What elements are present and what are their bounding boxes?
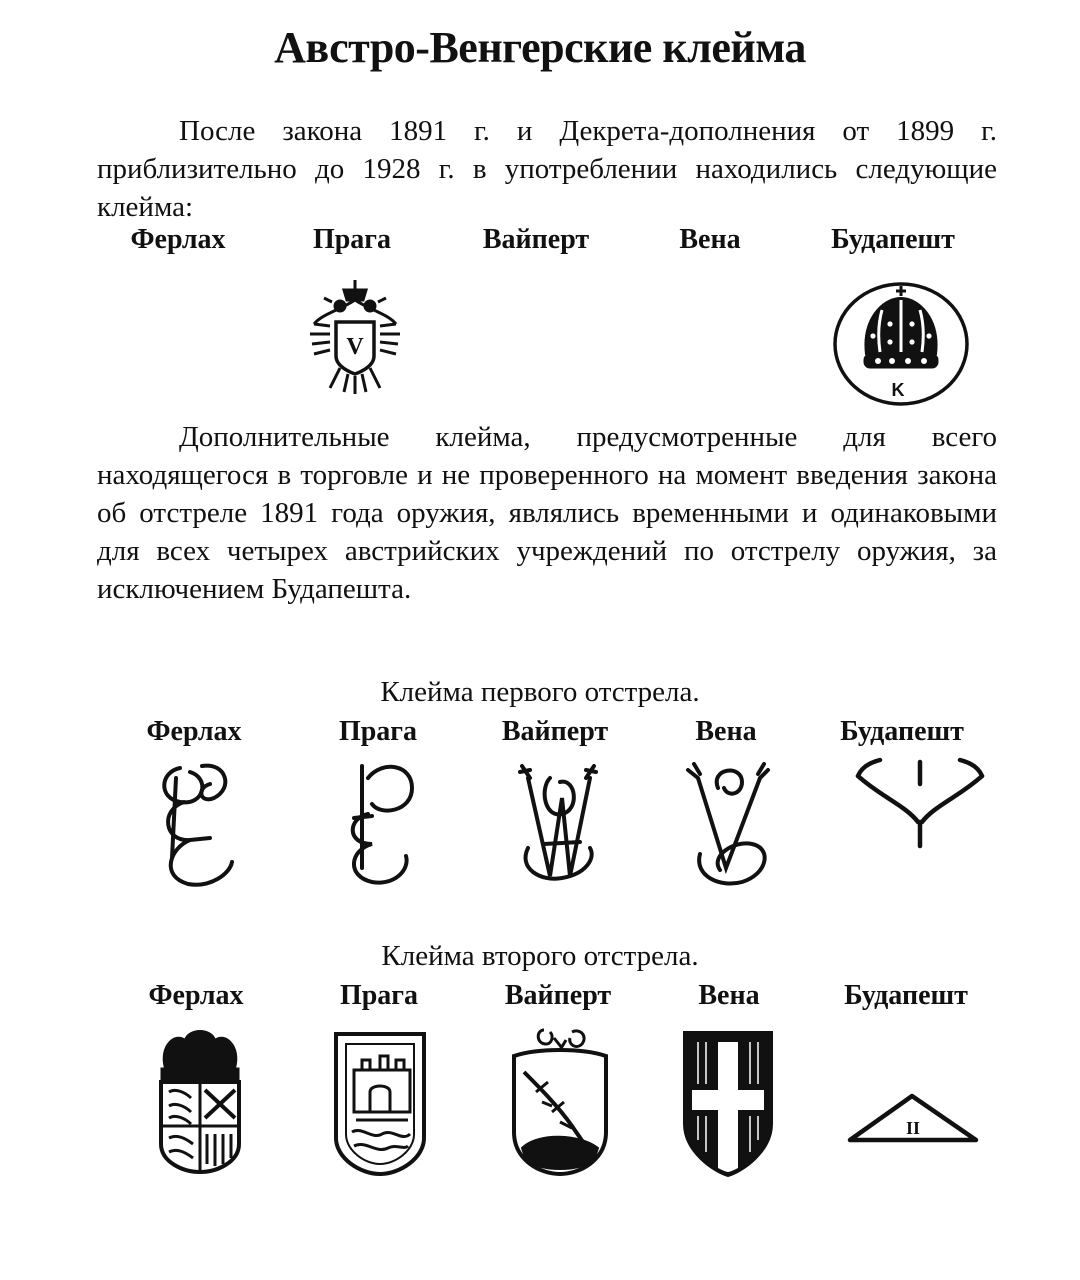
- second-proof-budapest-triangle: [846, 1090, 980, 1146]
- second-proof-weipert-shield: [508, 1022, 612, 1178]
- second-proof-ferlach-crowned-shield: [155, 1026, 245, 1176]
- first-label-vienna: Вена: [695, 716, 757, 747]
- intro-first-line: После закона 1891 г. и Декрета-дополнения от 1899 г.: [179, 115, 997, 147]
- first-proof-budapest-antler: [850, 756, 990, 852]
- first-proof-prague-monogram: [332, 758, 432, 894]
- second-label-budapest: Будапешт: [844, 980, 968, 1011]
- crown-circle-mark: [832, 280, 970, 408]
- prague-eagle-letter: V: [346, 334, 364, 360]
- intro-rest: приблизительно до 1928 г. в употреблении находились следующие клейма:: [97, 153, 997, 223]
- second-proof-caption: Клейма второго отстрела.: [381, 940, 699, 972]
- second-label-prague: Прага: [339, 980, 419, 1011]
- city-label-vienna: Вена: [679, 224, 741, 255]
- city-label-ferlach: Ферлах: [130, 224, 226, 255]
- second-label-weipert: Вайперт: [504, 980, 612, 1011]
- city-label-prague: Прага: [312, 224, 392, 255]
- second-label-vienna: Вена: [698, 980, 760, 1011]
- second-proof-prague-castle-shield: [332, 1030, 428, 1178]
- second-proof-vienna-cross-shield: [680, 1028, 776, 1180]
- first-label-weipert: Вайперт: [501, 716, 609, 747]
- city-label-weipert: Вайперт: [482, 224, 590, 255]
- first-proof-ferlach-monogram: [150, 758, 250, 894]
- page-title: Австро-Венгерские клейма: [274, 23, 806, 72]
- additional-rest: находящегося в торговле и не проверенного на момент введения закона об отстреле 1891 года оружия, являлись временными и одинаковыми для всех четырех австрийских учреждений по отстрелу оружия, за исключением Будапешта.: [97, 459, 997, 605]
- first-label-budapest: Будапешт: [840, 716, 964, 747]
- budapest-triangle-numeral: II: [905, 1118, 921, 1138]
- intro-paragraph: [97, 112, 997, 226]
- additional-paragraph: [97, 418, 997, 608]
- second-label-ferlach: Ферлах: [148, 980, 244, 1011]
- first-proof-weipert-monogram: [510, 758, 610, 894]
- additional-first-line: Дополнительные клейма, предусмотренные для всего: [179, 421, 997, 453]
- city-label-budapest: Будапешт: [831, 224, 955, 255]
- double-eagle-mark: [300, 278, 410, 396]
- first-label-prague: Прага: [338, 716, 418, 747]
- budapest-crown-letter: K: [891, 380, 905, 400]
- first-label-ferlach: Ферлах: [146, 716, 242, 747]
- first-proof-vienna-monogram: [680, 758, 780, 894]
- first-proof-caption: Клейма первого отстрела.: [380, 676, 700, 708]
